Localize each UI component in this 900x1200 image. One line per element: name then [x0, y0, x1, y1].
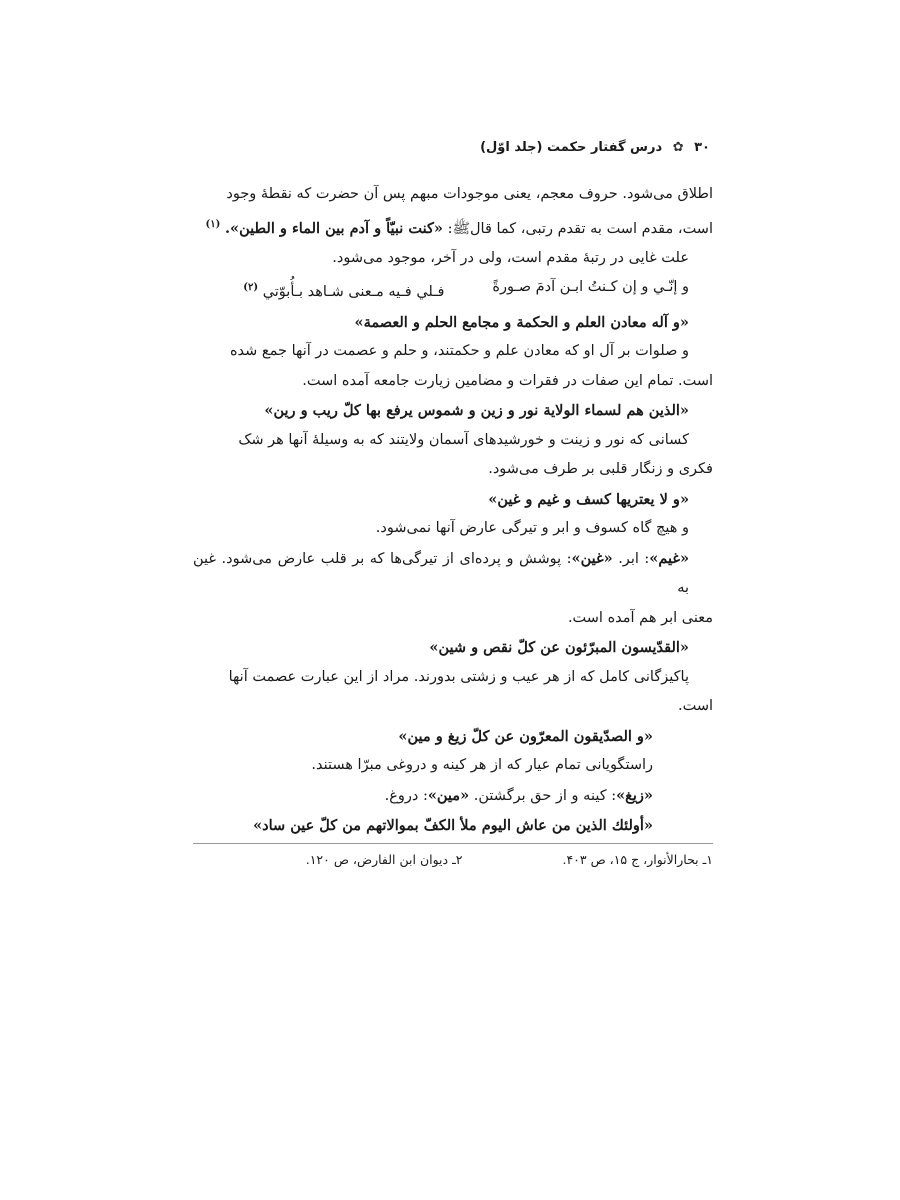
running-header	[480, 140, 710, 155]
hemistich-2: فـلي فـيه مـعنی شـاهد بـأُبوّتي $^{(۲)}$	[243, 282, 445, 301]
paragraph: معنی ابر هم آمده است.	[567, 609, 713, 626]
footnote-divider	[193, 843, 713, 844]
footnote-1: ۱ـ بحارالأنوار، ج ۱۵، ص ۴۰۳.	[562, 852, 713, 867]
paragraph: است.	[677, 698, 713, 715]
paragraph: کسانی که نور و زینت و خورشیدهای آسمان ولایتند که به وسیلهٔ آنها هر شک	[238, 431, 689, 448]
paragraph: علت غایی در رتبهٔ مقدم است، ولی در آخر، موجود می‌شود.	[332, 249, 689, 266]
quote-line: «أولئك الذين من عاش اليوم ملأ الكفّ بموالاتهم من كلّ عين ساد»	[253, 817, 653, 835]
paragraph: «زیغ»: کینه و از حق برگشتن. «مین»: دروغ.	[384, 786, 653, 804]
quote-line: «و الصدّيقون المعرّون عن كلّ زيغ و مين»	[398, 727, 653, 745]
body-text	[193, 180, 713, 841]
hemistich-1: و إنّـي و إن کـنتُ ابـن آدمَ صـورةً	[492, 279, 689, 296]
footnotes	[193, 852, 713, 867]
footnote-ref: (۱)	[205, 218, 221, 230]
ornament-icon: ✿	[672, 140, 684, 155]
paragraph: «غیم»: ابر. «غین»: پوشش و پرده‌ای از تیرگی‌ها که بر قلب عارض می‌شود. غین به	[193, 549, 690, 597]
paragraph: راستگویانی تمام عیار که از هر کینه و دروغی مبرّا هستند.	[311, 757, 653, 774]
paragraph: و صلوات بر آل او که معادن علم و حکمتند، و حلم و عصمت در آنها جمع شده	[229, 343, 689, 360]
quote-line: «القدّيسون المبرّئون عن كلّ نقص و شين»	[429, 639, 689, 657]
book-title: درس گفتار حکمت (جلد اوّل)	[480, 140, 663, 155]
quote-line: «و لا يعتريها كسف و غيم و غين»	[488, 490, 689, 508]
paragraph: اطلاق می‌شود. حروف معجم، یعنی موجودات مبهم پس آن حضرت که نقطهٔ وجود	[226, 186, 713, 202]
poem-verse	[193, 273, 713, 307]
footnote-ref: (۲)	[243, 282, 259, 294]
paragraph: پاکیزگانی کامل که از هر عیب و زشتی بدورند. مراد از این عبارت عصمت آنها	[228, 668, 689, 685]
quote-line: «و آله معادن العلم و الحکمة و مجامع الحلم و العصمة»	[354, 313, 689, 331]
paragraph: است. تمام این صفات در فقرات و مضامین زیارت جامعه آمده است.	[302, 372, 713, 389]
page-number: ۳۰	[694, 140, 710, 155]
paragraph: و هیچ گاه کسوف و ابر و تیرگی عارض آنها نمی‌شود.	[375, 520, 689, 537]
footnote-2: ۲ـ دیوان ابن الفارض، ص ۱۲۰.	[305, 852, 463, 867]
paragraph: است، مقدم است به تقدم رتبی، کما قالﷺ: «کنت نبیّاً و آدم بین الماء و الطین». $^{(۱)}$	[205, 218, 713, 237]
quote-line: «الذين هم لسماء الولاية نور و زين و شموس يرفع بها كلّ ريب و رين»	[264, 402, 689, 420]
paragraph: فکری و زنگار قلبی بر طرف می‌شود.	[488, 461, 713, 478]
